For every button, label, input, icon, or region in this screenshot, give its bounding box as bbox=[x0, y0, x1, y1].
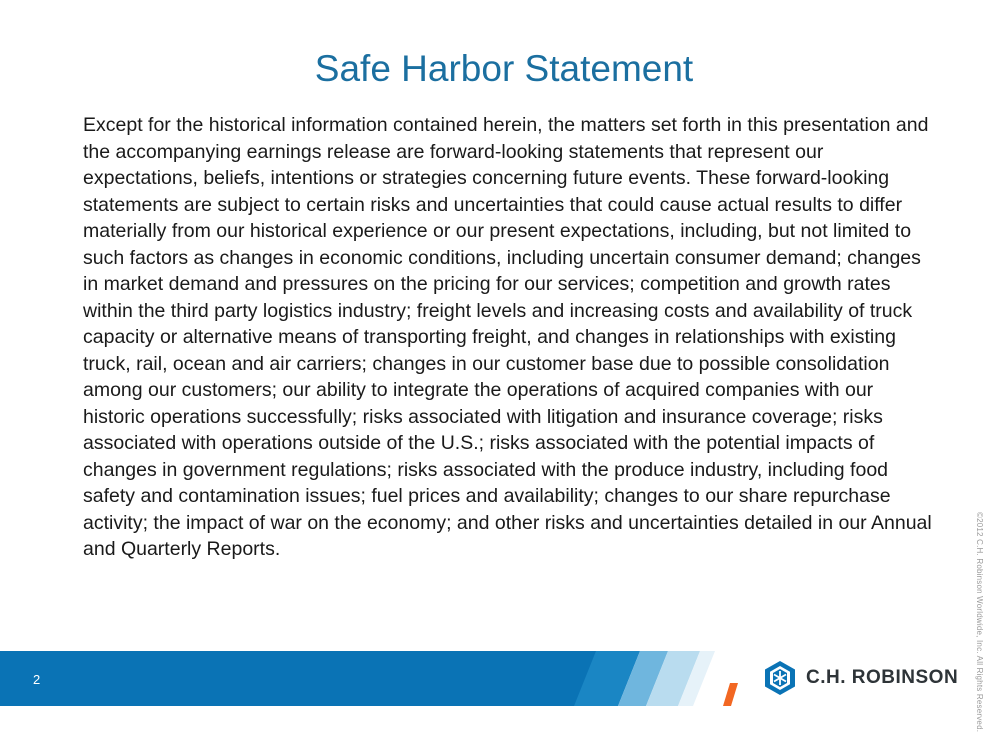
footer-orange-accent bbox=[723, 683, 738, 706]
snowflake-cross-logo-icon bbox=[762, 660, 798, 696]
company-logo bbox=[762, 658, 958, 698]
copyright-notice: ©2012 C.H. Robinson Worldwide, Inc. All Rights Reserved. bbox=[975, 512, 984, 732]
logo-wordmark: C.H. ROBINSON bbox=[806, 667, 959, 688]
page-number: 2 bbox=[33, 672, 41, 687]
slide-title: Safe Harbor Statement bbox=[314, 48, 694, 89]
safe-harbor-body: Except for the historical information contained herein, the matters set forth in this presentation and the accompanying earnings release are forward-looking statements that represent our expectations, beliefs, intentions or strategies concerning future events. These forward-looking statements are subject to certain risks and uncertainties that could cause actual results to differ materially from our historical experience or our present expectations, including, but not limited to such factors as changes in economic conditions, including uncertain consumer demand; changes in market demand and pressures on the pricing for our services; competition and growth rates within the third party logistics industry; freight levels and increasing costs and availability of truck capacity or alternative means of transporting freight, and changes in relationships with existing truck, rail, ocean and air carriers; changes in our customer base due to possible consolidation among our customers; our ability to integrate the operations of acquired companies with our historic operations successfully; risks associated with litigation and insurance coverage; risks associated with operations outside of the U.S.; risks associated with the potential impacts of changes in government regulations; risks associated with the produce industry, including food safety and contamination issues; fuel prices and availability; changes to our share repurchase activity; the impact of war on the economy; and other risks and uncertainties detailed in our Annual and Quarterly Reports. bbox=[83, 114, 932, 560]
footer-blue-band bbox=[0, 651, 600, 706]
